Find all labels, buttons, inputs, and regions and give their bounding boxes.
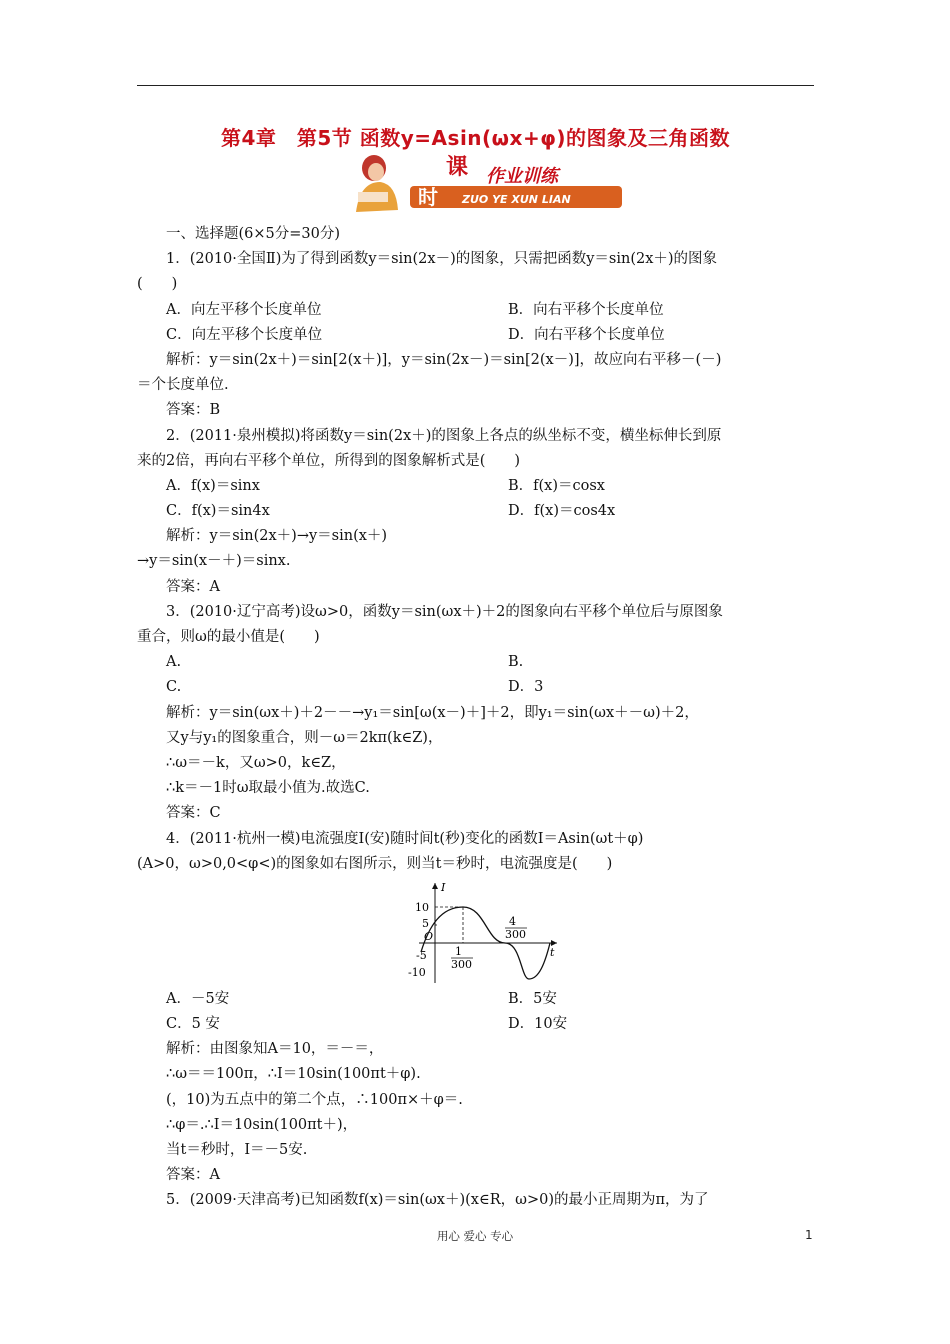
banner-ke: 课 xyxy=(446,155,469,180)
sine-graph xyxy=(395,881,565,986)
q3-option-b: B. xyxy=(508,654,524,671)
section-heading: 一、选择题(6×5分=30分) xyxy=(166,226,341,242)
q2-option-c: C．f(x)＝sin4x xyxy=(166,503,270,520)
q2-options-row2 xyxy=(137,499,817,524)
x-tick-2-num: 4 xyxy=(509,914,516,928)
q3-option-c: C. xyxy=(166,679,182,696)
origin-label: O xyxy=(424,929,434,943)
y-tick-neg5: -5 xyxy=(416,948,427,962)
q1-bracket: ( ) xyxy=(137,276,178,293)
x-tick-1-num: 1 xyxy=(455,944,462,958)
q4-analysis: 解析：由图象知A＝10，＝－＝， xyxy=(166,1041,384,1058)
girl-reading-icon xyxy=(356,155,398,212)
q2-options-row1 xyxy=(137,474,817,499)
q2-analysis-cont: →y＝sin(x－＋)＝sinx. xyxy=(137,553,291,570)
q3-analysis-3: ∴ω＝－k，又ω>0，k∈Z， xyxy=(166,754,346,771)
q1-analysis-cont: ＝个长度单位. xyxy=(137,377,229,394)
i-axis-label: I xyxy=(441,880,446,894)
q5-stem: 5．(2009·天津高考)已知函数f(x)＝sin(ωx＋)(x∈R，ω>0)的最小正周期为π，为了 xyxy=(166,1192,709,1209)
q1-options-row1 xyxy=(137,298,817,323)
q2-option-a: A．f(x)＝sinx xyxy=(166,477,260,494)
q1-answer: 答案：B xyxy=(166,402,221,419)
q4-option-a: A．－5安 xyxy=(166,990,230,1007)
q2-option-d: D．f(x)＝cos4x xyxy=(508,503,616,520)
q4-option-c: C．5 安 xyxy=(166,1016,220,1033)
q2-stem: 2．(2011·泉州模拟)将函数y＝sin(2x＋)的图象上各点的纵坐标不变，横坐标伸长到原 xyxy=(166,427,722,444)
banner-shi: 时 xyxy=(418,185,438,209)
q4-option-b: B．5安 xyxy=(508,990,557,1007)
q1-option-d: D．向右平移个长度单位 xyxy=(508,326,665,343)
header-rule xyxy=(137,85,814,86)
y-tick-neg10: -10 xyxy=(408,965,426,979)
i-axis-arrow xyxy=(432,883,438,889)
q2-answer: 答案：A xyxy=(166,578,220,595)
q3-analysis-4: ∴k＝－1时ω取最小值为.故选C. xyxy=(166,780,370,797)
page-number: 1 xyxy=(805,1228,813,1242)
q3-answer: 答案：C xyxy=(166,805,221,822)
q4-analysis-4: ∴φ＝.∴I＝10sin(100πt＋)， xyxy=(166,1116,358,1133)
q3-stem: 3．(2010·辽宁高考)设ω>0，函数y＝sin(ωx＋)＋2的图象向右平移个单位后与原图象 xyxy=(166,603,723,620)
q4-analysis-5: 当t＝秒时，I＝－5安. xyxy=(166,1142,308,1158)
q2-stem-cont: 来的2倍，再向右平移个单位，所得到的图象解析式是( ) xyxy=(137,452,521,469)
q3-option-a: A. xyxy=(166,654,182,671)
q3-analysis-2: 又y与y₁的图象重合，则－ω＝2kπ(k∈Z)， xyxy=(166,729,443,746)
q1-options-row2 xyxy=(137,323,817,348)
q3-option-d: D．3 xyxy=(508,679,544,696)
q4-options-row2 xyxy=(137,1012,817,1037)
x-tick-1-den: 300 xyxy=(451,957,472,971)
t-axis-label: t xyxy=(550,945,555,959)
banner-pinyin: ZUO YE XUN LIAN xyxy=(462,193,571,206)
q3-stem-cont: 重合，则ω的最小值是( ) xyxy=(137,629,320,645)
q3-analysis: 解析：y＝sin(ωx＋)＋2－－→y₁＝sin[ω(x－)＋]＋2，即y₁＝sin(ωx＋－ω)＋2， xyxy=(166,704,699,721)
q2-analysis: 解析：y＝sin(2x＋)→y＝sin(x＋) xyxy=(166,528,388,545)
y-tick-5: 5 xyxy=(422,916,429,930)
q1-option-b: B．向右平移个长度单位 xyxy=(508,301,664,318)
q4-analysis-3: (，10)为五点中的第二个点，∴100π×＋φ＝. xyxy=(166,1091,463,1108)
y-tick-10: 10 xyxy=(415,900,429,914)
x-tick-2-den: 300 xyxy=(505,927,526,941)
q1-analysis: 解析：y＝sin(2x＋)＝sin[2(x＋)]，y＝sin(2x－)＝sin[2(x－)]，故应向右平移－(－) xyxy=(166,351,722,368)
q1-option-a: A．向左平移个长度单位 xyxy=(166,301,322,318)
q4-stem: 4．(2011·杭州一模)电流强度I(安)随时间t(秒)变化的函数I＝Asin(ωt＋φ) xyxy=(166,830,644,847)
document-body xyxy=(137,222,817,1214)
q4-stem-cont: (A>0，ω>0,0<φ<)的图象如右图所示，则当t＝秒时，电流强度是( ) xyxy=(137,855,613,872)
current-graph-figure xyxy=(137,877,817,987)
q3-options-row2 xyxy=(137,675,817,700)
q4-option-d: D．10安 xyxy=(508,1016,568,1033)
banner-zuoye: 作业训练 xyxy=(486,166,558,187)
q4-options-row1 xyxy=(137,987,817,1012)
page-title: 第4章 第5节 函数y=Asin(ωx+φ)的图象及三角函数 xyxy=(220,126,731,150)
footer-motto: 用心 爱心 专心 xyxy=(436,1229,514,1243)
q1-stem: 1．(2010·全国Ⅱ)为了得到函数y＝sin(2x－)的图象，只需把函数y＝sin(2x＋)的图象 xyxy=(166,251,718,268)
q4-analysis-2: ∴ω＝＝100π，∴I＝10sin(100πt＋φ). xyxy=(166,1066,421,1083)
q4-answer: 答案：A xyxy=(166,1167,220,1184)
q1-option-c: C．向左平移个长度单位 xyxy=(166,326,323,343)
homework-banner xyxy=(336,152,626,214)
q3-options-row1 xyxy=(137,650,817,675)
q2-option-b: B．f(x)＝cosx xyxy=(508,477,605,494)
